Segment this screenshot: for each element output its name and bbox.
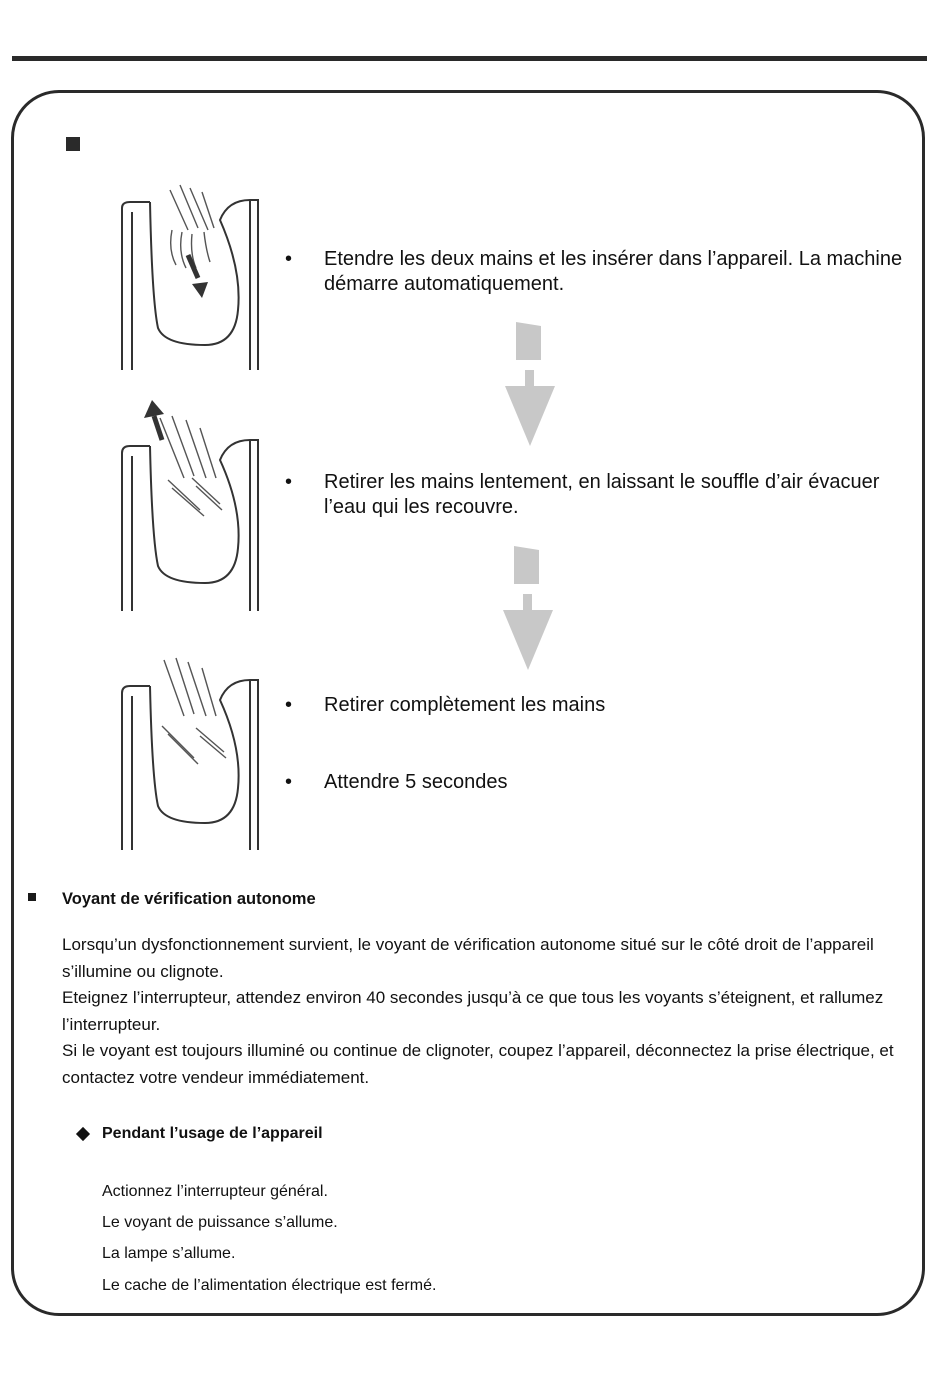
top-rule [12,56,927,61]
hand-dryer-remove-icon [110,638,270,853]
list-item: Le cache de l’alimentation électrique est fermé. [102,1277,437,1294]
down-arrow-icon [505,318,555,448]
step-text: Etendre les deux mains et les insérer dans l’appareil. La machine démarre automatiquement. [324,248,903,295]
black-square-icon [66,137,80,151]
step-insert-hands [285,247,905,297]
paragraph-reset: Eteignez l’interrupteur, attendez environ 40 secondes jusqu’à ce que tous les voyants s’éteignent, et rallumez l’interrupteur. [62,988,884,1034]
bullet-icon: • [285,771,293,793]
illustration-insert-hands [110,160,270,375]
black-square-icon [28,893,36,901]
illustration-remove-hands [110,638,270,853]
bullet-icon: • [285,248,293,270]
step-withdraw-hands [285,470,905,520]
down-arrow-icon [503,542,553,672]
section-heading: Voyant de vérification autonome [62,890,316,908]
list-item: La lampe s’allume. [102,1245,236,1262]
bullet-icon: • [285,694,293,716]
paragraph-malfunction: Lorsqu’un dysfonctionnement survient, le voyant de vérification autonome situé sur le côté droit de l’appareil s’illumine ou clignote. [62,935,874,981]
illustration-withdraw-hands [110,398,270,613]
step-remove-hands [285,693,905,718]
hand-dryer-withdraw-icon [110,398,270,613]
step-wait [285,770,905,795]
hand-dryer-insert-icon [110,160,270,375]
list-item: Le voyant de puissance s’allume. [102,1214,338,1231]
step-text: Attendre 5 secondes [324,771,508,793]
bullet-icon: • [285,471,293,493]
step-text: Retirer les mains lentement, en laissant le souffle d’air évacuer l’eau qui les recouvre. [324,471,880,518]
sub-heading: Pendant l’usage de l’appareil [102,1125,323,1142]
paragraph-contact-seller: Si le voyant est toujours illuminé ou continue de clignoter, coupez l’appareil, déconnectez la prise électrique, et contactez votre vendeur immédiatement. [62,1041,894,1087]
step-text: Retirer complètement les mains [324,694,606,716]
list-item: Actionnez l’interrupteur général. [102,1183,328,1200]
